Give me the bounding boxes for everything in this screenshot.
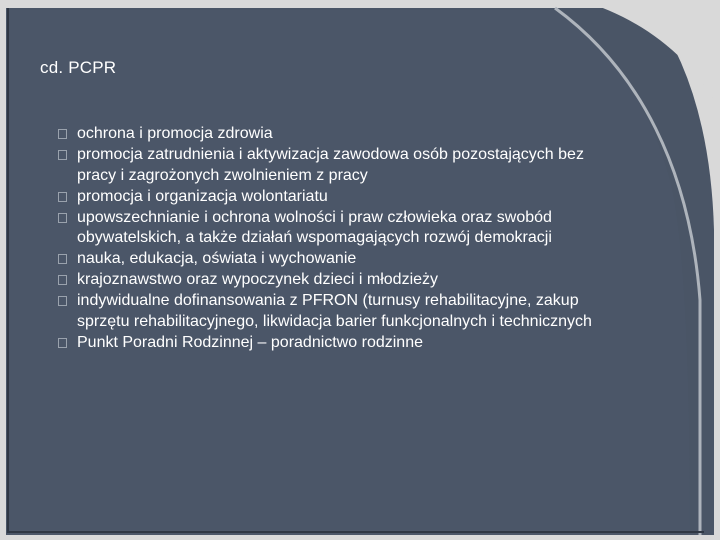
bullet-text: indywidualne dofinansowania z PFRON (turnusy rehabilitacyjne, zakup sprzętu rehabilitacyjnego, likwidacja barier funkcjonalnych i technicznych	[77, 292, 592, 330]
bullet-text: ochrona i promocja zdrowia	[77, 125, 273, 142]
list-item	[56, 187, 616, 208]
bullet-text: krajoznawstwo oraz wypoczynek dzieci i młodzieży	[77, 271, 439, 288]
square-outline-icon	[58, 213, 67, 223]
list-item	[56, 270, 616, 291]
list-item	[56, 145, 616, 186]
list-item	[56, 291, 616, 332]
square-outline-icon	[58, 275, 67, 285]
list-item	[56, 333, 616, 354]
list-item	[56, 208, 616, 249]
square-outline-icon	[58, 296, 67, 306]
square-outline-icon	[58, 254, 67, 264]
list-item	[56, 249, 616, 270]
bullet-text: nauka, edukacja, oświata i wychowanie	[77, 250, 357, 267]
square-outline-icon	[58, 192, 67, 202]
bullet-text: upowszechnianie i ochrona wolności i praw człowieka oraz swobód obywatelskich, a także działań wspomagających rozwój demokracji	[77, 208, 552, 246]
bullet-text: promocja zatrudnienia i aktywizacja zawodowa osób pozostających bez pracy i zagrożonych zwolnieniem z pracy	[77, 146, 584, 184]
slide-title: cd. PCPR	[40, 58, 117, 77]
square-outline-icon	[58, 129, 67, 139]
bullet-text: promocja i organizacja wolontariatu	[77, 187, 328, 205]
square-outline-icon	[58, 338, 67, 348]
list-item	[56, 124, 616, 145]
bullet-list	[56, 124, 616, 354]
square-outline-icon	[58, 150, 67, 160]
bullet-text: Punkt Poradni Rodzinnej – poradnictwo rodzinne	[77, 333, 423, 351]
